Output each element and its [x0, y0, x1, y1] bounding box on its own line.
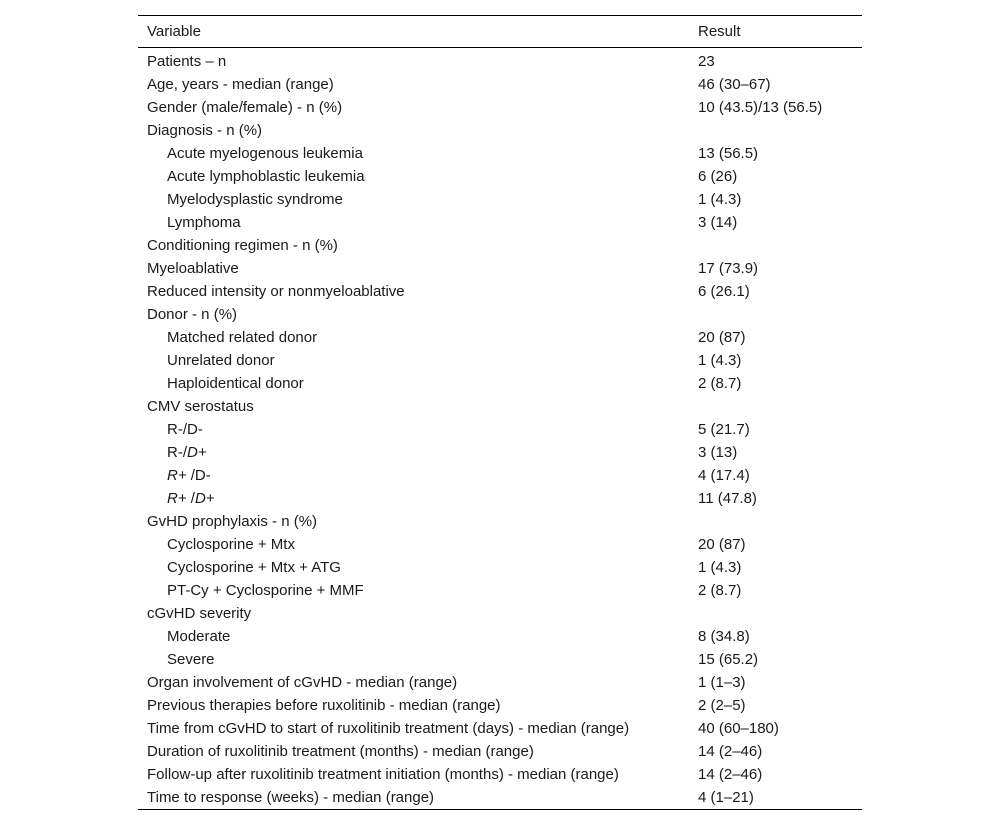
- row-label: Gender (male/female) - n (%): [147, 99, 343, 116]
- row-label: Donor - n (%): [147, 306, 238, 323]
- table-row: [138, 257, 862, 280]
- row-value: [689, 119, 862, 142]
- row-value: 1 (1–3): [698, 674, 746, 691]
- row-label-part: D+: [194, 490, 215, 507]
- row-label: Matched related donor: [167, 329, 318, 346]
- table-row: [138, 763, 862, 786]
- row-value: 8 (34.8): [698, 628, 750, 645]
- row-label: [138, 464, 689, 487]
- row-value: 1 (4.3): [698, 352, 742, 369]
- row-value: 2 (2–5): [698, 697, 746, 714]
- row-label: Conditioning regimen - n (%): [147, 237, 338, 254]
- column-header-variable: Variable: [147, 23, 201, 40]
- row-label: Age, years - median (range): [147, 76, 334, 93]
- row-label: Organ involvement of cGvHD - median (range): [147, 674, 458, 691]
- row-label-part: /D-: [186, 467, 211, 484]
- row-label: Acute myelogenous leukemia: [167, 145, 363, 162]
- row-value: 1 (4.3): [698, 559, 742, 576]
- row-label-part: R-/: [167, 444, 187, 461]
- row-value: 15 (65.2): [698, 651, 759, 668]
- table-row: [138, 648, 862, 671]
- row-value: 2 (8.7): [698, 582, 742, 599]
- row-label: Reduced intensity or nonmyeloablative: [147, 283, 405, 300]
- table-row: [138, 418, 862, 441]
- patient-characteristics-table-wrapper: [138, 15, 862, 810]
- table-row: [138, 533, 862, 556]
- row-label: Unrelated donor: [167, 352, 275, 369]
- table-row: [138, 510, 862, 533]
- row-label: CMV serostatus: [147, 398, 254, 415]
- row-label: Myelodysplastic syndrome: [167, 191, 343, 208]
- table-row: [138, 234, 862, 257]
- row-label: [138, 441, 689, 464]
- header-row: [138, 16, 862, 48]
- row-label: Follow-up after ruxolitinib treatment initiation (months) - median (range): [147, 766, 619, 783]
- table-row: [138, 188, 862, 211]
- row-label-part: /: [186, 490, 195, 507]
- row-value: 14 (2–46): [698, 743, 763, 760]
- row-label: Previous therapies before ruxolitinib - median (range): [147, 697, 501, 714]
- table-row: [138, 671, 862, 694]
- table-row: [138, 694, 862, 717]
- row-value: 20 (87): [698, 329, 746, 346]
- row-value: 14 (2–46): [698, 766, 763, 783]
- row-label-part: D+: [187, 444, 207, 461]
- row-value: 3 (13): [698, 444, 738, 461]
- row-label-part: R+: [167, 467, 187, 484]
- row-label: R-/D-: [167, 421, 203, 438]
- table-row: [138, 395, 862, 418]
- row-value: 4 (17.4): [698, 467, 750, 484]
- table-row: [138, 786, 862, 810]
- row-value: 2 (8.7): [698, 375, 742, 392]
- table-row: [138, 625, 862, 648]
- table-row: [138, 96, 862, 119]
- table-row: [138, 326, 862, 349]
- table-row: [138, 717, 862, 740]
- table-row: [138, 73, 862, 96]
- table-row: [138, 740, 862, 763]
- row-value: 20 (87): [698, 536, 746, 553]
- table-row: [138, 372, 862, 395]
- row-label: Myeloablative: [147, 260, 239, 277]
- table-row: [138, 349, 862, 372]
- row-label: Cyclosporine + Mtx: [167, 536, 295, 553]
- row-value: 10 (43.5)/13 (56.5): [698, 99, 823, 116]
- row-value: 17 (73.9): [698, 260, 759, 277]
- table-row: [138, 602, 862, 625]
- table-row: [138, 211, 862, 234]
- row-label: Diagnosis - n (%): [147, 122, 263, 139]
- table-row: [138, 556, 862, 579]
- table-row: [138, 142, 862, 165]
- row-label: Duration of ruxolitinib treatment (months) - median (range): [147, 743, 534, 760]
- row-label: Haploidentical donor: [167, 375, 304, 392]
- table-row: [138, 303, 862, 326]
- row-label: Acute lymphoblastic leukemia: [167, 168, 365, 185]
- row-value: [689, 602, 862, 625]
- row-label: cGvHD severity: [147, 605, 252, 622]
- row-value: 3 (14): [698, 214, 738, 231]
- row-label: Cyclosporine + Mtx + ATG: [167, 559, 341, 576]
- row-value: 11 (47.8): [698, 490, 757, 507]
- row-value: [689, 234, 862, 257]
- row-value: [689, 303, 862, 326]
- table-row: [138, 464, 862, 487]
- column-header-result: Result: [698, 23, 741, 40]
- row-label: Patients – n: [147, 53, 227, 70]
- table-row: [138, 119, 862, 142]
- row-label: Time from cGvHD to start of ruxolitinib treatment (days) - median (range): [147, 720, 630, 737]
- row-label: Severe: [167, 651, 215, 668]
- row-value: 46 (30–67): [698, 76, 771, 93]
- table-row: [138, 165, 862, 188]
- patient-characteristics-table: [138, 15, 862, 810]
- row-value: 6 (26.1): [698, 283, 750, 300]
- table-row: [138, 48, 862, 74]
- row-label: GvHD prophylaxis - n (%): [147, 513, 318, 530]
- row-label: Lymphoma: [167, 214, 241, 231]
- row-value: 6 (26): [698, 168, 738, 185]
- row-value: 5 (21.7): [698, 421, 750, 438]
- table-header: [138, 16, 862, 48]
- table-row: [138, 441, 862, 464]
- row-value: [689, 395, 862, 418]
- row-value: 40 (60–180): [698, 720, 779, 737]
- row-value: 13 (56.5): [698, 145, 759, 162]
- row-value: 4 (1–21): [698, 789, 754, 806]
- row-label: Moderate: [167, 628, 231, 645]
- row-label-part: R+: [167, 490, 187, 507]
- row-value: [689, 510, 862, 533]
- row-value: 1 (4.3): [698, 191, 742, 208]
- table-body: [138, 48, 862, 810]
- table-row: [138, 280, 862, 303]
- row-label: Time to response (weeks) - median (range): [147, 789, 435, 806]
- table-row: [138, 579, 862, 602]
- table-row: [138, 487, 862, 510]
- row-label: PT-Cy + Cyclosporine + MMF: [167, 582, 364, 599]
- row-value: 23: [698, 53, 715, 70]
- row-label: [138, 487, 689, 510]
